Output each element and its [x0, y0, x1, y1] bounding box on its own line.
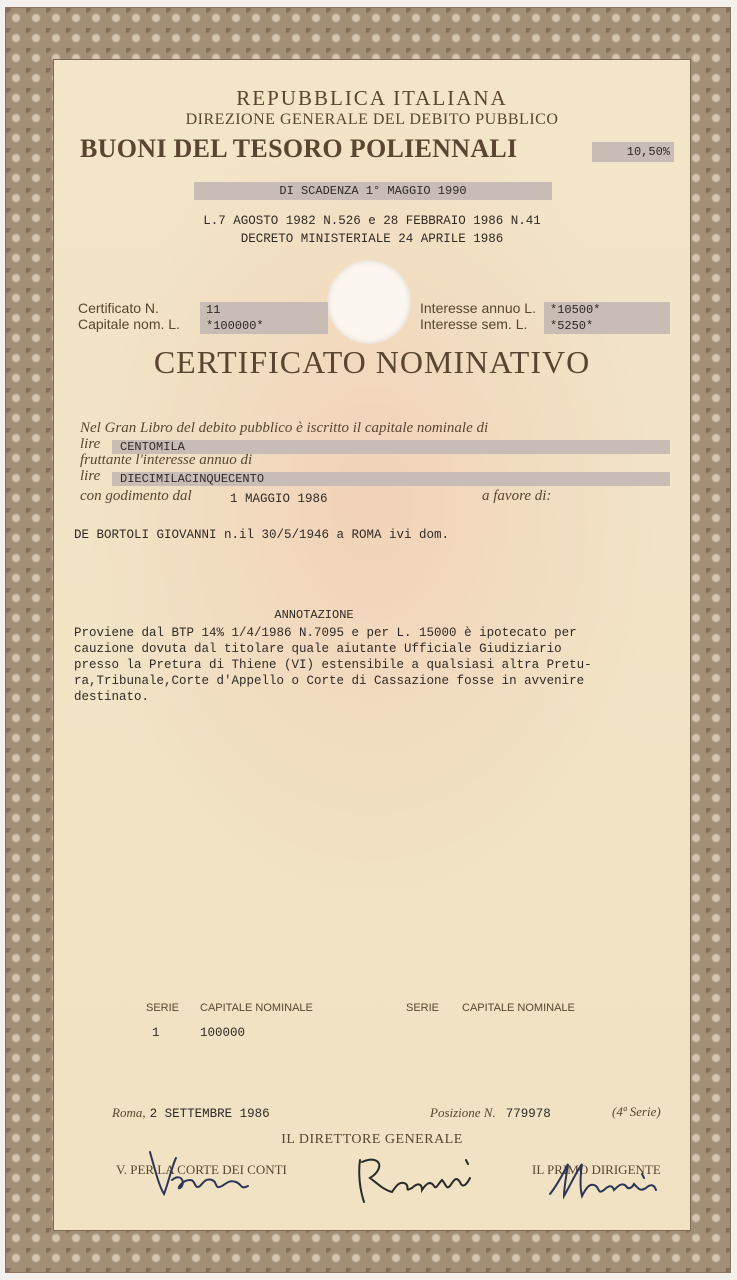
capitale-header-2: CAPITALE NOMINALE [462, 1002, 575, 1014]
law-reference-1: L.7 AGOSTO 1982 N.526 e 28 FEBBRAIO 1986 N.41 [203, 214, 541, 228]
annotazione-line: Proviene dal BTP 14% 1/4/1986 N.7095 e per L. 15000 è ipotecato per [74, 626, 577, 640]
certificato-label: Certificato N. [78, 300, 159, 316]
interesse-sem-value: *5250* [544, 318, 670, 334]
signature-corte-conti [142, 1144, 262, 1204]
annotazione-title: ANNOTAZIONE [274, 608, 354, 622]
interesse-sem-label: Interesse sem. L. [420, 316, 528, 332]
corte-dei-conti-label: V. PER LA CORTE DEI CONTI [116, 1162, 287, 1177]
serie-header-2: SERIE [406, 1002, 440, 1014]
capitale-nominale-value: 100000 [200, 1026, 246, 1040]
law-reference-2: DECRETO MINISTERIALE 24 APRILE 1986 [240, 232, 504, 246]
bond-title: BUONI DEL TESORO POLIENNALI [80, 134, 518, 163]
serie-header-1: SERIE [146, 1002, 180, 1014]
holder-name: DE BORTOLI GIOVANNI n.il 30/5/1946 a ROMA ivi dom. [74, 528, 450, 542]
godimento-label: con godimento dal [80, 488, 192, 504]
lire-label-1: lire [80, 436, 101, 452]
watermark-seal [327, 260, 411, 344]
maturity-line: DI SCADENZA 1° MAGGIO 1990 [194, 182, 552, 200]
signature-direttore [350, 1150, 500, 1210]
annotazione-line: cauzione dovuta dal titolare quale aiutante Ufficiale Giudiziario [74, 642, 562, 656]
body-line-3: fruttante l'interesse annuo di [80, 452, 253, 468]
primo-dirigente-label: IL PRIMO DIRIGENTE [532, 1162, 661, 1177]
certificate-title: CERTIFICATO NOMINATIVO [153, 344, 591, 380]
annotazione-line: presso la Pretura di Thiene (VI) estensibile a qualsiasi altra Pretu- [74, 658, 592, 672]
signature-primo-dirigente [542, 1150, 682, 1210]
issue-date: 2 SETTEMBRE 1986 [149, 1107, 270, 1121]
direzione-heading: DIREZIONE GENERALE DEL DEBITO PUBBLICO [185, 111, 559, 128]
serie-value: 1 [152, 1026, 160, 1040]
serie-note: (4ª Serie) [612, 1104, 661, 1119]
godimento-value: 1 MAGGIO 1986 [230, 492, 328, 506]
body-line-1: Nel Gran Libro del debito pubblico è iscritto il capitale nominale di [80, 420, 489, 436]
posizione [430, 1104, 551, 1122]
direttore-generale: IL DIRETTORE GENERALE [281, 1132, 463, 1147]
capitale-header-1: CAPITALE NOMINALE [200, 1002, 313, 1014]
republic-heading: REPUBBLICA ITALIANA [236, 86, 508, 110]
lire-label-2: lire [80, 468, 101, 484]
interest-rate: 10,50% [592, 142, 674, 162]
lire-value-2: DIECIMILACINQUECENTO [112, 472, 670, 486]
posizione-label: Posizione N. [430, 1105, 496, 1120]
capitale-label: Capitale nom. L. [78, 316, 180, 332]
posizione-value: 779978 [505, 1107, 551, 1121]
certificate-paper [54, 60, 690, 1230]
issue-place-date [112, 1104, 270, 1122]
interesse-annuo-value: *10500* [544, 302, 670, 318]
capitale-value: *100000* [200, 318, 328, 334]
certificate-border [6, 8, 730, 1272]
favore-label: a favore di: [482, 488, 552, 504]
annotazione-line: destinato. [74, 690, 150, 704]
roma-label: Roma, [112, 1105, 146, 1120]
annotazione-line: ra,Tribunale,Corte d'Appello o Corte di Cassazione fosse in avvenire [74, 674, 585, 688]
certificato-value: 11 [200, 302, 328, 318]
lire-value-1: CENTOMILA [112, 440, 670, 454]
interesse-annuo-label: Interesse annuo L. [420, 300, 536, 316]
